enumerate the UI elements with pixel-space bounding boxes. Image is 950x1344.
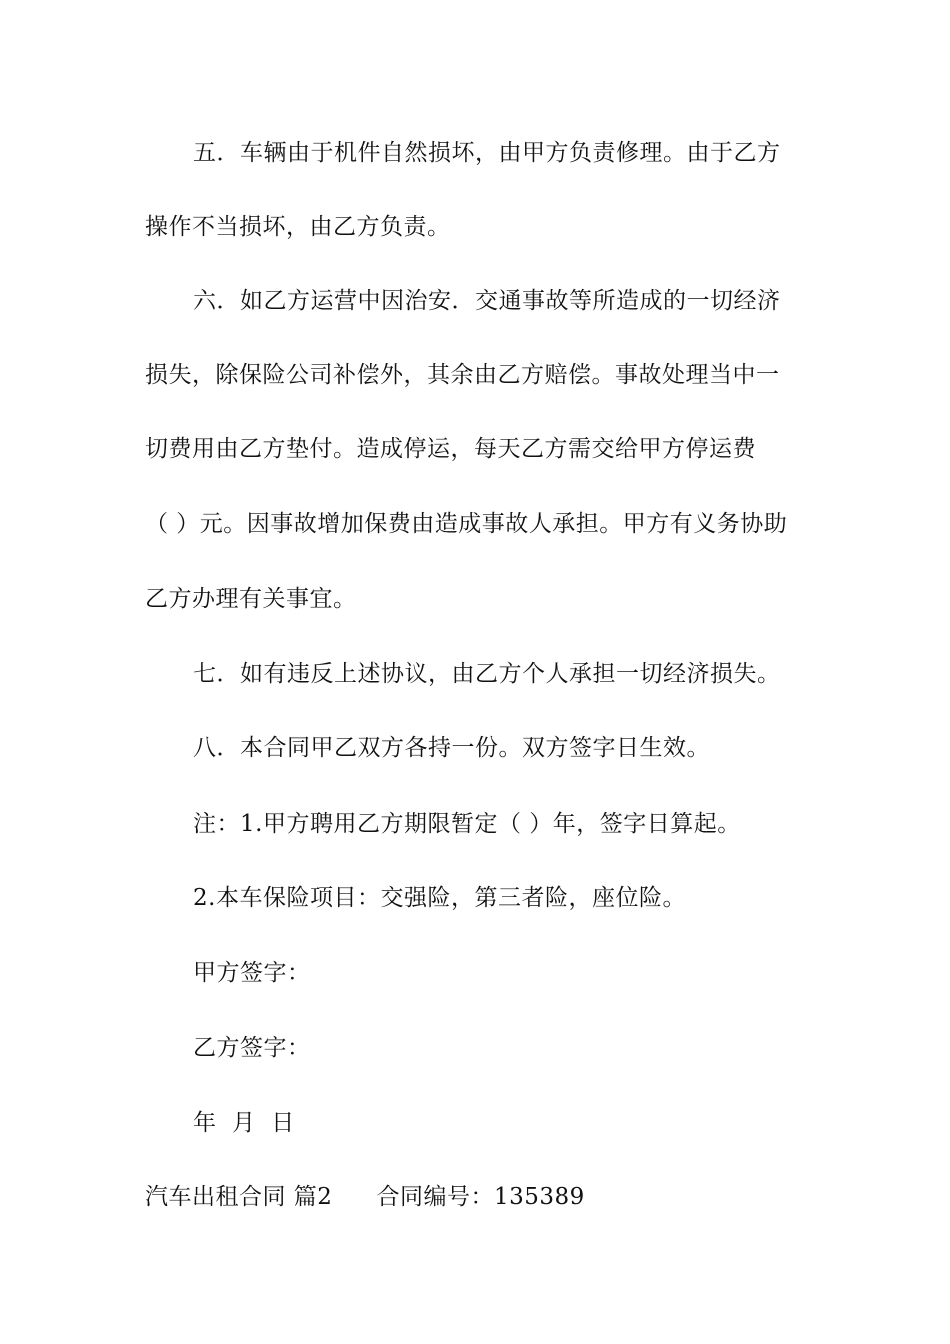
next-section-header [145, 1181, 825, 1213]
party-b-signature-label: 乙方签字： [193, 1035, 311, 1061]
clause-7: 七．如有违反上述协议，由乙方个人承担一切经济损失。 [193, 661, 781, 687]
party-a-signature-label: 甲方签字： [193, 960, 311, 986]
date-line: 年 月 日 [193, 1110, 295, 1136]
contract-number: 合同编号：135389 [376, 1184, 585, 1210]
clause-6-line-4: （ ）元。因事故增加保费由造成事故人承担。甲方有义务协助 [145, 511, 788, 537]
clause-5-line-2: 操作不当损坏，由乙方负责。 [145, 214, 451, 240]
next-section-title: 汽车出租合同 篇2 [145, 1184, 333, 1210]
clause-6-line-2: 损失，除保险公司补偿外，其余由乙方赔偿。事故处理当中一 [145, 362, 780, 388]
clause-6-line-1: 六．如乙方运营中因治安．交通事故等所造成的一切经济 [193, 288, 781, 314]
note-1: 注：1.甲方聘用乙方期限暂定（ ）年，签字日算起。 [193, 811, 741, 837]
clause-8: 八．本合同甲乙双方各持一份。双方签字日生效。 [193, 735, 710, 761]
clause-5-line-1: 五．车辆由于机件自然损坏，由甲方负责修理。由于乙方 [193, 140, 781, 166]
note-2: 2.本车保险项目：交强险，第三者险，座位险。 [193, 885, 686, 911]
clause-6-line-5: 乙方办理有关事宜。 [145, 586, 357, 612]
clause-6-line-3: 切费用由乙方垫付。造成停运，每天乙方需交给甲方停运费 [145, 436, 756, 462]
